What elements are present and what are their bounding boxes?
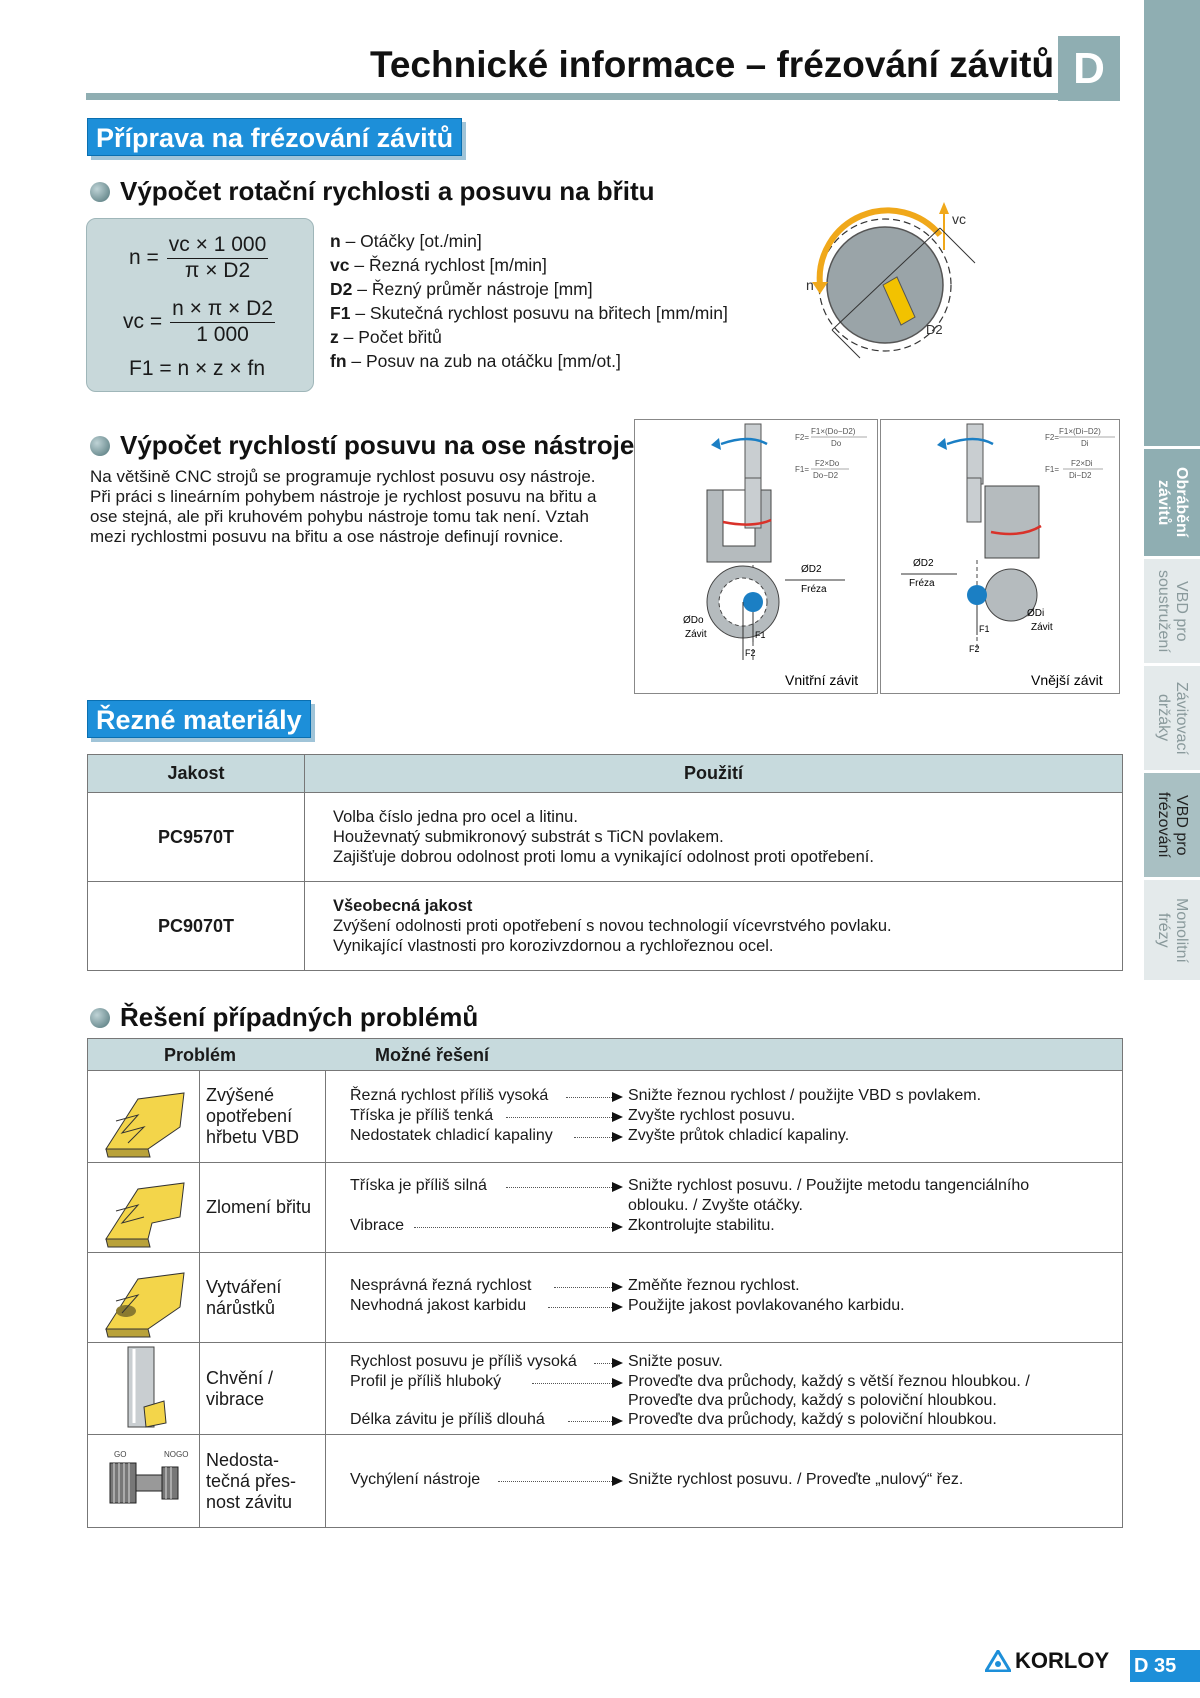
cause-text: Profil je příliš hluboký [350,1373,502,1390]
sidebar-band [1144,0,1200,446]
sidebar-tab-label: VBD pro soustružení [1155,569,1190,653]
cause-text: Délka závitu je příliš dlouhá [350,1411,545,1428]
thread-gauge-icon [88,1435,198,1525]
brand-name: KORLOY [1015,1648,1110,1673]
thread-label: Závit [685,629,707,640]
solution-text: Proveďte dva průchody, každý s poloviční hloubkou. [628,1411,997,1428]
tool-shank [745,424,761,484]
calc1-heading-text: Výpočet rotační rychlosti a posuvu na břitu [120,176,655,206]
solution-text: Snižte rychlost posuvu. / Použijte metodu tangenciálního [628,1177,1030,1194]
formula-n [129,233,268,283]
calc1-heading [90,176,655,207]
external-thread-diagram [880,419,1120,694]
korloy-logo-icon [985,1650,1011,1672]
cause-text: Nedostatek chladicí kapaliny [350,1127,553,1144]
arrow-icon [612,1112,623,1122]
table-row [88,793,1123,882]
d2-label: ØD2 [801,564,822,575]
formula-f1: F1 = n × z × fn [129,357,265,380]
calc2-paragraph: Na většině CNC strojů se programuje rychlost posuvu osy nástroje. Při práci s lineárním pohybem nástroje je rychlost posuvu na břitu a ose stejná, ale při kruhovém pohybu nástroje tomu tak není. Vztah mezi rychlostmi posuvu na břitu a ose nástroje definují rovnice. [90,467,597,546]
legend-desc: – Skutečná rychlost posuvu na břitech [mm/min] [355,303,728,323]
usage-cell [305,882,1123,971]
legend-item [330,277,728,301]
header-rule [86,93,1120,100]
solution-text: Změňte řeznou rychlost. [628,1277,800,1294]
bullet-icon [90,1008,110,1028]
legend-symbol: vc [330,255,350,275]
problems-heading-text: Řešení případných problémů [120,1002,479,1032]
leader-line [532,1383,614,1384]
sidebar-tab-milling-inserts[interactable] [1144,770,1200,877]
f1-label: F1 [979,624,990,634]
f2-formula-lhs: F2= [1045,433,1060,442]
legend-item [330,253,728,277]
legend-symbol: F1 [330,303,351,323]
cutter-rotation-diagram [790,190,1000,385]
f2-formula-den: Di [1081,439,1089,448]
f1-formula-num: F2×Di [1071,459,1093,468]
cause-text: Tříska je příliš tenká [350,1107,494,1124]
f2-formula-den: Do [831,439,842,448]
col-header-usage: Použití [305,755,1123,793]
fraction [167,233,268,283]
arrow-icon [612,1132,623,1142]
sidebar-tab-label: Obrábění závitů [1155,467,1190,538]
external-thread-svg [881,420,1121,695]
problem-image [88,1163,200,1252]
problem-name: Zvýšené opotřebení hřbetu VBD [200,1071,326,1162]
legend-desc: – Počet břitů [343,327,442,347]
table-row [88,1343,1122,1435]
vc-label: vc [952,211,966,227]
section-letter-badge: D [1058,36,1120,101]
problems-heading [90,1002,478,1033]
formula-vc [123,297,275,347]
problems-table [87,1038,1123,1528]
usage-line: Houževnatý submikronový substrát s TiCN povlakem. [333,828,724,846]
usage-line: Zvýšení odolnosti proti opotřebení s novou technologií vícevrstvého povlaku. [333,917,892,935]
legend-item [330,229,728,253]
leader-line [566,1097,614,1098]
table-row [88,1071,1122,1163]
threaded-stud [985,486,1039,558]
arrow-icon [612,1476,623,1486]
arrow-icon [612,1222,623,1232]
col-header-grade: Jakost [88,755,305,793]
materials-header-row [88,755,1123,793]
usage-line: Vynikající vlastnosti pro korozivzdornou a rychlořeznou ocel. [333,937,774,955]
calc2-heading-text: Výpočet rychlostí posuvu na ose nástroje [120,430,635,460]
cause-text: Tříska je příliš silná [350,1177,487,1194]
col-header-solution: Možné řešení [375,1045,490,1065]
internal-thread-svg [635,420,879,695]
cutter-label: Fréza [801,584,827,595]
calc2-heading [90,430,634,461]
f1-formula-lhs: F1= [795,465,810,474]
problem-image [88,1343,200,1434]
solution-text: Proveďte dva průchody, každý s větší řeznou hloubkou. / [628,1373,1030,1390]
fraction-den: 1 000 [196,323,249,346]
arrow-icon [612,1302,623,1312]
vc-arrow-icon [939,202,949,214]
arrow-icon [612,1282,623,1292]
leader-line [414,1227,614,1228]
thread-label: Závit [1031,622,1053,633]
leader-line [554,1287,614,1288]
problem-name: Vytváření nárůstků [200,1253,326,1342]
leader-line [506,1117,614,1118]
solution-text-cont: Proveďte dva průchody, každý s poloviční hloubkou. [628,1392,997,1409]
leader-line [506,1187,614,1188]
d2-label: D2 [926,322,943,337]
arrow-icon [612,1182,623,1192]
section-heading-preparation: Příprava na frézování závitů [87,118,462,156]
cutter-section [743,592,763,612]
legend-symbol: D2 [330,279,353,299]
bullet-icon [90,436,110,456]
cause-text: Vychýlení nástroje [350,1471,481,1488]
worn-insert-icon [88,1071,198,1161]
leader-line [594,1363,614,1364]
internal-thread-diagram [634,419,878,694]
cause-text: Nesprávná řezná rychlost [350,1277,532,1294]
problem-name: Nedosta- tečná přes- nost závitu [200,1435,326,1527]
cause-text: Řezná rychlost příliš vysoká [350,1087,549,1104]
table-row [88,1163,1122,1253]
usage-line: Zajišťuje dobrou odolnost proti lomu a vynikající odolnost proti opotřebení. [333,848,874,866]
fraction-num: vc × 1 000 [167,233,268,259]
formula-box [86,218,314,392]
fraction-den: π × D2 [184,259,251,282]
built-up-edge-icon [88,1253,198,1341]
rotation-arrowhead-icon [711,438,721,450]
cause-text: Rychlost posuvu je příliš vysoká [350,1353,577,1370]
leader-line [574,1137,614,1138]
f2-formula-num: F1×(Di−D2) [1059,427,1101,436]
leader-line [568,1421,614,1422]
internal-caption: Vnitřní závit [785,672,859,688]
d2-label: ØD2 [913,558,934,569]
legend-item [330,349,728,373]
n-label: n [806,277,814,293]
usage-cell [305,793,1123,882]
formula-lhs: vc = [123,310,163,333]
sidebar-tab-solid-endmills[interactable] [1144,877,1200,980]
grade-cell: PC9570T [88,793,305,882]
problem-image [88,1071,200,1162]
leader-line [498,1481,614,1482]
problems-header-row [88,1039,1122,1071]
fraction-num: n × π × D2 [170,297,275,323]
sidebar-tab-threading[interactable] [1144,446,1200,556]
cutter-label: Fréza [909,578,935,589]
solution-text: Snižte rychlost posuvu. / Proveďte „nulový“ řez. [628,1471,964,1488]
solution-text: Použijte jakost povlakovaného karbidu. [628,1297,905,1314]
col-header-problem: Problém [164,1045,237,1065]
sidebar-tab-turning-inserts[interactable] [1144,556,1200,663]
arrow-icon [612,1378,623,1388]
cause-text: Vibrace [350,1217,404,1234]
sidebar-tab-label: Monolitní frézy [1155,897,1190,963]
usage-line: Volba číslo jedna pro ocel a litinu. [333,808,578,826]
thread-mill-icon [88,1343,198,1433]
f1-formula-num: F2×Do [815,459,840,468]
f2-formula-lhs: F2= [795,433,810,442]
sidebar-tab-threading-holders[interactable] [1144,663,1200,770]
legend-symbol: z [330,327,339,347]
arrow-icon [612,1416,623,1426]
f1-label: F1 [755,630,766,640]
solution-text: Snižte posuv. [628,1353,723,1370]
f2-label: F2 [969,644,980,654]
table-row [88,1435,1122,1527]
legend-item [330,325,728,349]
arrow-icon [612,1092,623,1102]
f1-formula-den: Do−D2 [813,471,839,480]
legend-desc: – Řezná rychlost [m/min] [354,255,547,275]
di-label: ØDi [1027,608,1045,619]
legend-desc: – Posuv na zub na otáčku [mm/ot.] [351,351,621,371]
formula-lhs: n = [129,246,159,269]
legend-symbol: fn [330,351,347,371]
gauge-go-label: GO [114,1450,127,1459]
solution-text-cont: oblouku. / Zvyšte otáčky. [628,1197,803,1214]
sidebar-tab-label: Závitovací držáky [1155,681,1190,755]
fraction [170,297,275,347]
bullet-icon [90,182,110,202]
usage-title: Všeobecná jakost [333,897,473,915]
sidebar [1144,0,1200,1698]
d0-label: ØDo [683,615,704,626]
sidebar-tab-label: VBD pro frézování [1155,792,1190,858]
page-title: Technické informace – frézování závitů [370,44,1055,85]
legend-item [330,301,728,325]
f2-formula-num: F1×(Do−D2) [811,427,856,436]
problem-name: Chvění / vibrace [200,1343,326,1434]
solution-text: Zkontrolujte stabilitu. [628,1217,775,1234]
f1-formula-den: Di−D2 [1069,471,1092,480]
cause-text: Nevhodná jakost karbidu [350,1297,527,1314]
leader-line [548,1307,614,1308]
section-heading-materials: Řezné materiály [87,700,311,738]
f2-label: F2 [745,648,756,658]
tool-shank [967,424,983,484]
legend-desc: – Řezný průměr nástroje [mm] [357,279,593,299]
table-row [88,1253,1122,1343]
problem-image [88,1435,200,1527]
tool-neck [745,478,761,528]
f1-formula-lhs: F1= [1045,465,1060,474]
problem-name: Zlomení břitu [200,1163,326,1252]
brand-logo [985,1648,1109,1674]
tool-neck [967,478,981,522]
table-row [88,882,1123,971]
problem-image [88,1253,200,1342]
rotation-arrow-icon [812,282,828,294]
rotation-arrowhead-icon [937,438,947,450]
grade-cell: PC9070T [88,882,305,971]
external-caption: Vnější závit [1031,672,1103,688]
symbol-legend [330,229,728,373]
page-number: D 35 [1130,1650,1200,1682]
solution-text: Snižte řeznou rychlost / použijte VBD s povlakem. [628,1087,982,1104]
chipped-insert-icon [88,1163,198,1251]
legend-desc: – Otáčky [ot./min] [345,231,482,251]
solution-text: Zvyšte průtok chladicí kapaliny. [628,1127,850,1144]
materials-table [87,754,1123,971]
arrow-icon [612,1358,623,1368]
cutter-section [967,585,987,605]
solution-text: Zvyšte rychlost posuvu. [628,1107,796,1124]
gauge-nogo-label: NOGO [164,1450,189,1459]
legend-symbol: n [330,231,341,251]
